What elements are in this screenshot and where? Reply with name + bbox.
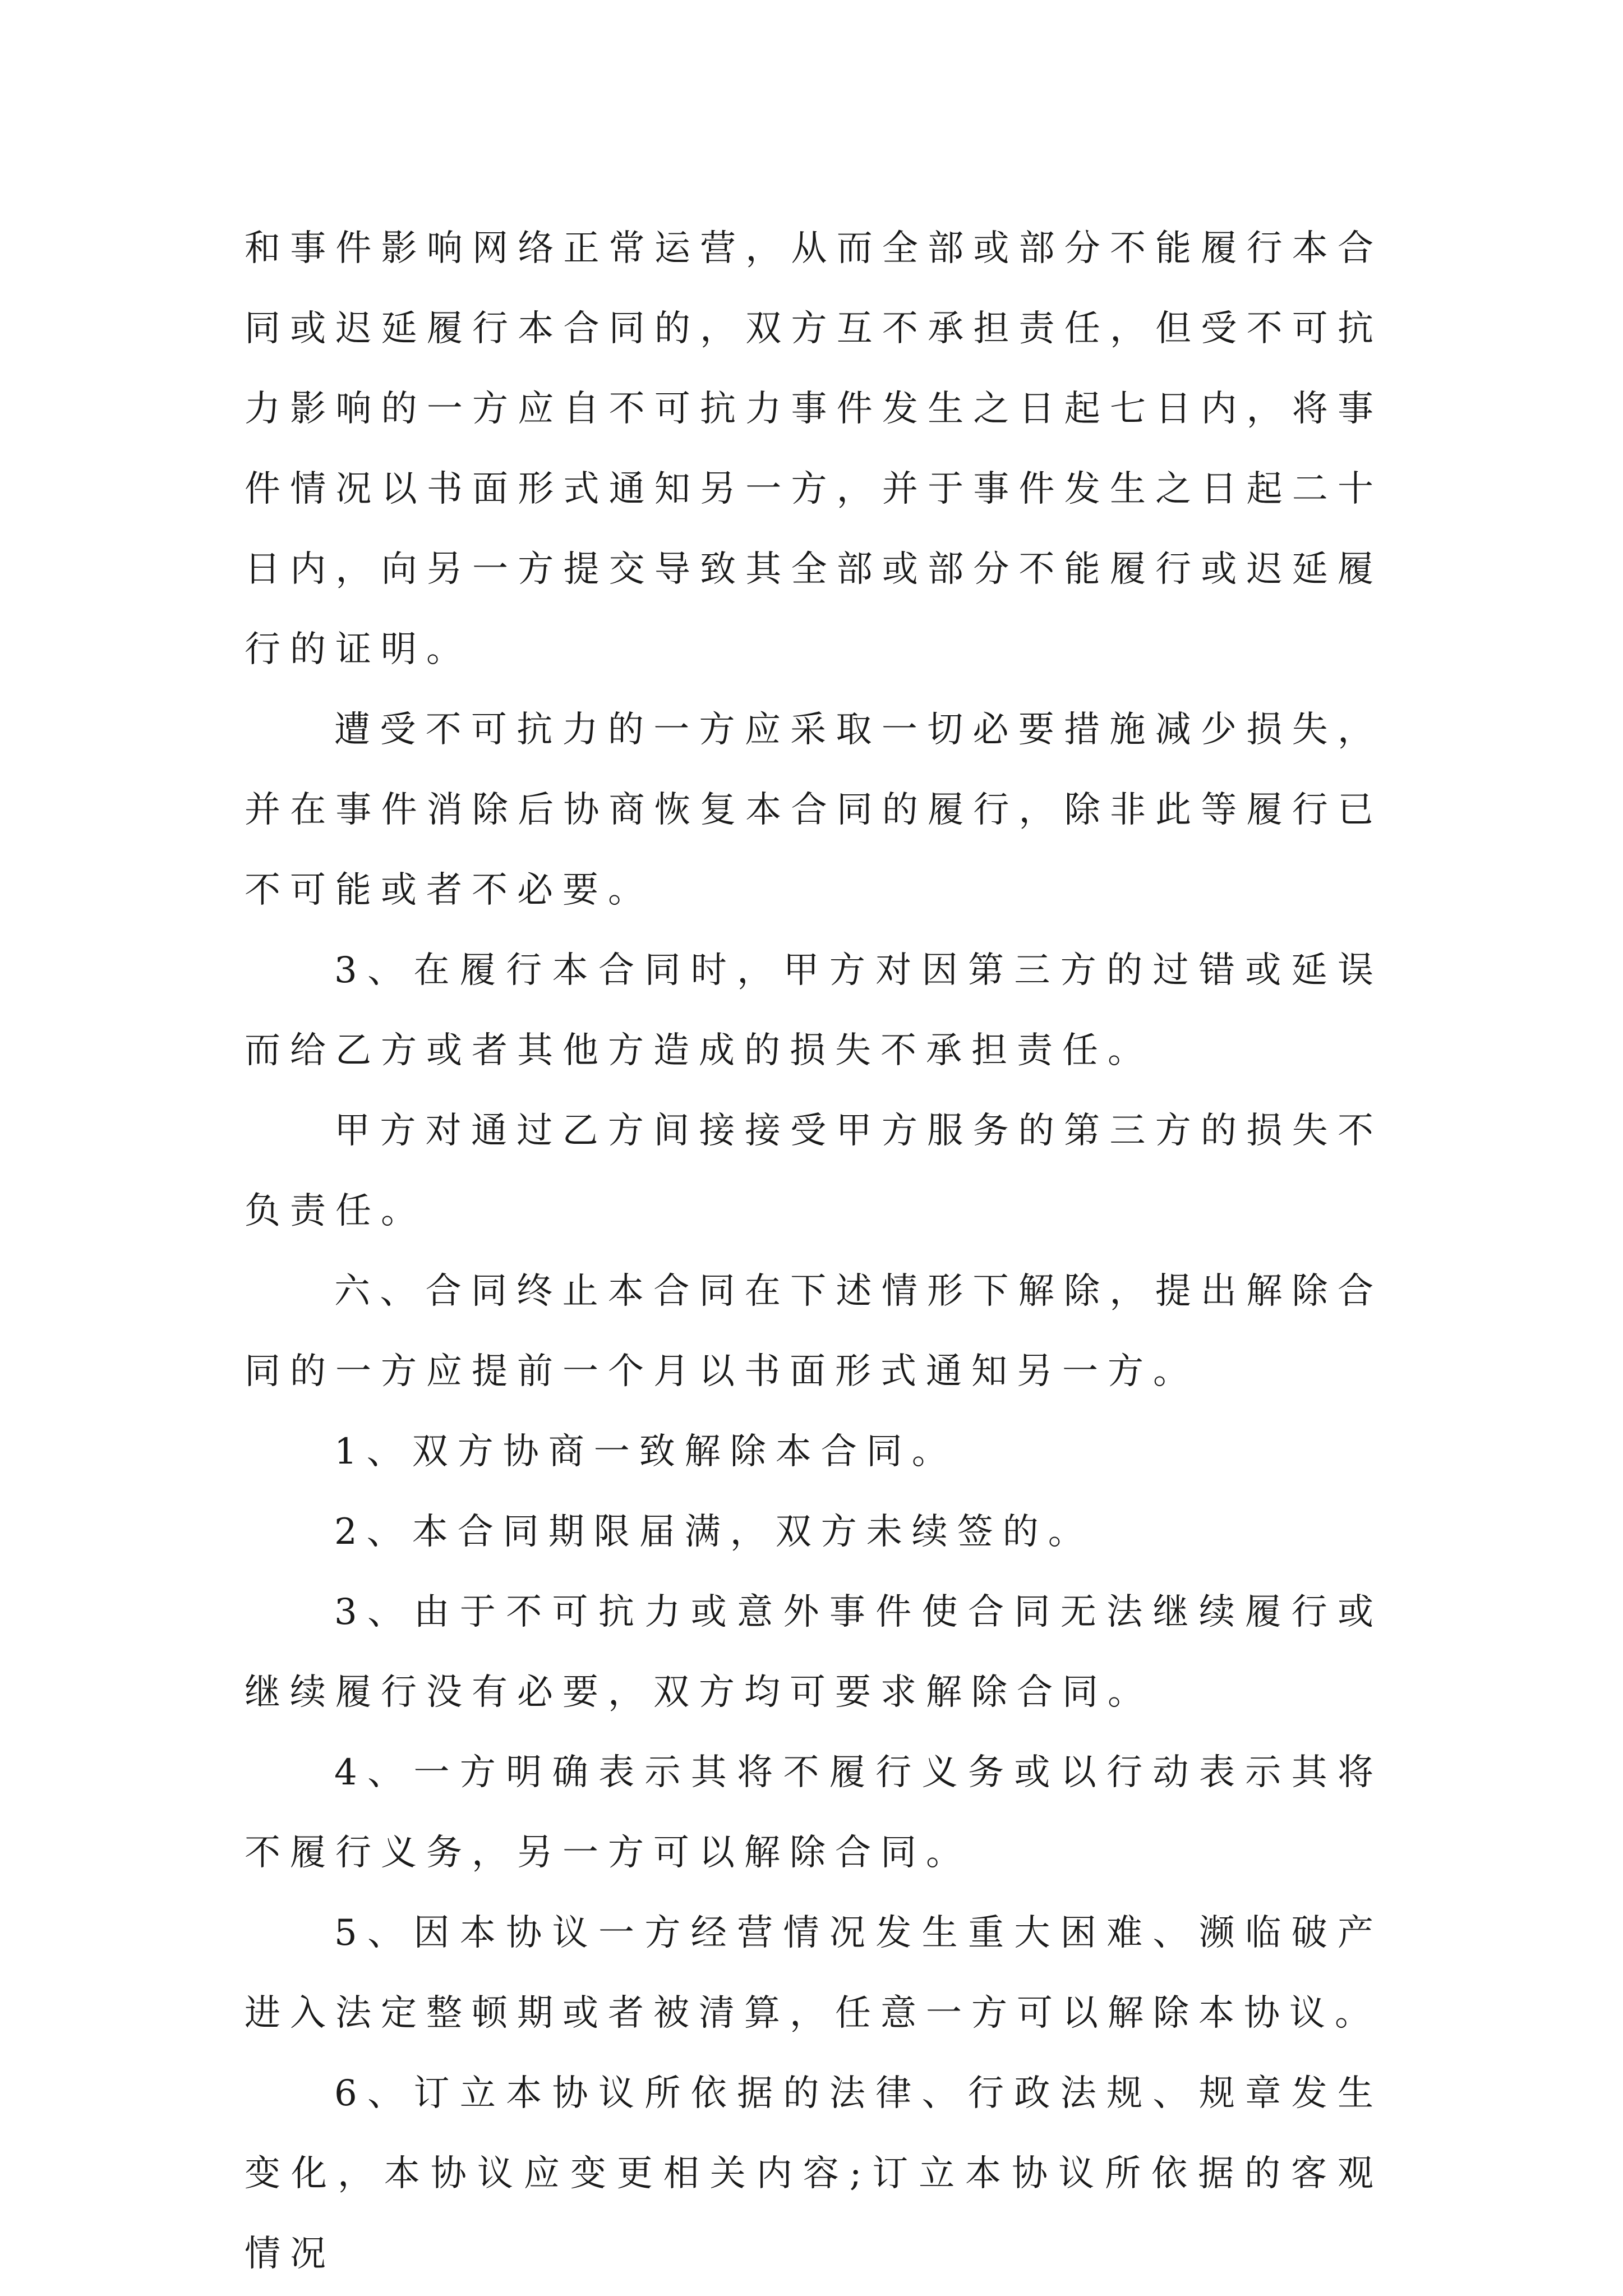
document-body: [245, 209, 1383, 2294]
paragraph-termination-item-3: 3、由于不可抗力或意外事件使合同无法继续履行或继续履行没有必要，双方均可要求解除合同。: [245, 1591, 1383, 1713]
paragraph-termination-item-6: 6、订立本协议所依据的法律、行政法规、规章发生变化，本协议应变更相关内容;订立本协议所依据的客观情况: [245, 2073, 1383, 2275]
paragraph-force-majeure-notice: 和事件影响网络正常运营，从而全部或部分不能履行本合同或迟延履行本合同的，双方互不承担责任，但受不可抗力影响的一方应自不可抗力事件发生之日起七日内，将事件情况以书面形式通知另一方，并于事件发生之日起二十日内，向另一方提交导致其全部或部分不能履行或迟延履行的证明。: [245, 228, 1383, 670]
paragraph-termination-item-2: 2、本合同期限届满，双方未续签的。: [334, 1511, 1094, 1553]
paragraph-termination-item-1: 1、双方协商一致解除本合同。: [334, 1431, 957, 1473]
paragraph-third-party-loss: 甲方对通过乙方间接接受甲方服务的第三方的损失不负责任。: [245, 1110, 1383, 1232]
paragraph-termination-item-4: 4、一方明确表示其将不履行义务或以行动表示其将不履行义务，另一方可以解除合同。: [245, 1752, 1383, 1874]
paragraph-third-party-fault: 3、在履行本合同时，甲方对因第三方的过错或延误而给乙方或者其他方造成的损失不承担责任。: [245, 950, 1383, 1071]
paragraph-contract-termination: 六、合同终止本合同在下述情形下解除，提出解除合同的一方应提前一个月以书面形式通知另一方。: [245, 1271, 1383, 1392]
paragraph-termination-item-5: 5、因本协议一方经营情况发生重大困难、濒临破产进入法定整顿期或者被清算，任意一方可以解除本协议。: [245, 1912, 1383, 2034]
paragraph-force-majeure-mitigation: 遭受不可抗力的一方应采取一切必要措施减少损失，并在事件消除后协商恢复本合同的履行，除非此等履行已不可能或者不必要。: [245, 709, 1383, 911]
